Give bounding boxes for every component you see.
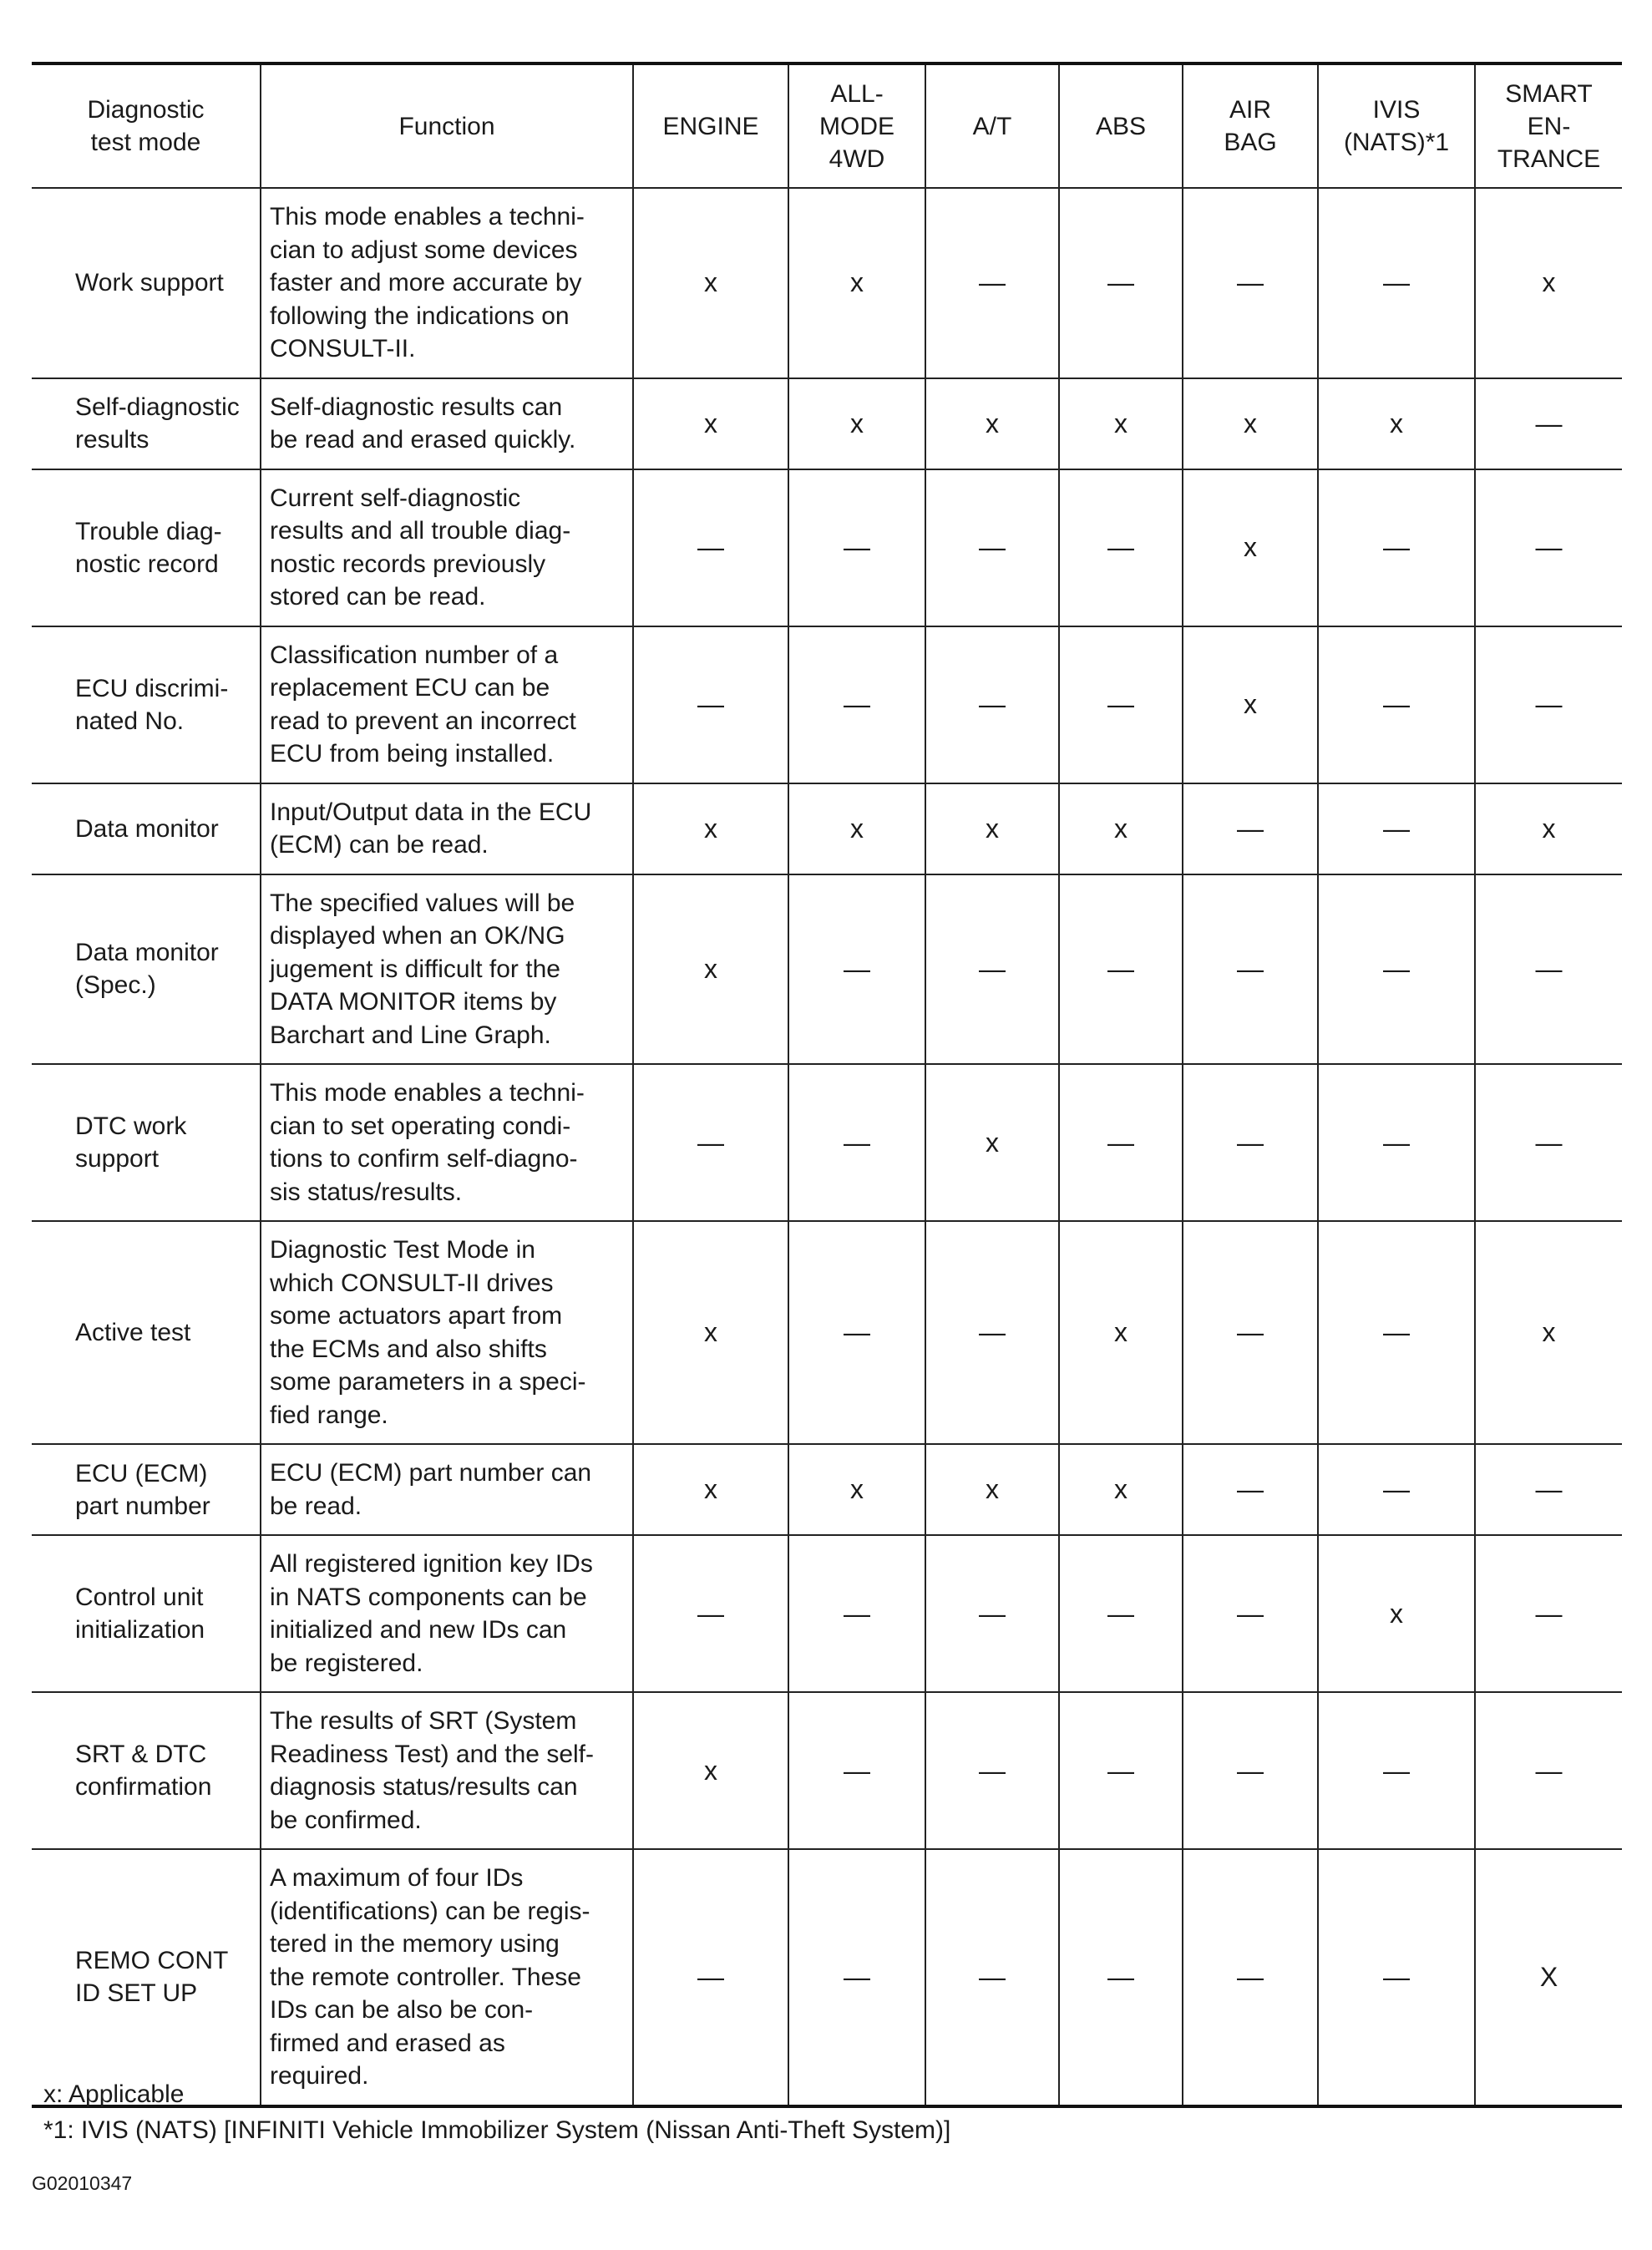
- applicability-mark: —: [1475, 1535, 1622, 1692]
- table-row: [32, 1064, 1622, 1221]
- table-row: [32, 1444, 1622, 1535]
- applicability-mark: —: [788, 874, 925, 1065]
- applicability-mark: x: [788, 188, 925, 378]
- header-diagnostic-test-mode: Diagnostic test mode: [32, 63, 261, 188]
- header-all-mode-4wd: ALL- MODE 4WD: [788, 63, 925, 188]
- legend-applicable: x: Applicable: [43, 2080, 185, 2108]
- row-function-description: This mode enables a techni- cian to set operating condi- tions to confirm self-diagno- sis status/results.: [261, 1064, 633, 1221]
- applicability-mark: —: [1059, 188, 1183, 378]
- row-mode-label: ECU (ECM) part number: [32, 1444, 261, 1535]
- applicability-mark: x: [1183, 378, 1318, 469]
- row-function-description: Classification number of a replacement ECU can be read to prevent an incorrect ECU from being installed.: [261, 626, 633, 783]
- applicability-mark: x: [925, 378, 1059, 469]
- applicability-mark: —: [1318, 626, 1475, 783]
- row-mode-label: Work support: [32, 188, 261, 378]
- header-air-bag: AIR BAG: [1183, 63, 1318, 188]
- applicability-mark: x: [633, 1692, 788, 1849]
- applicability-mark: —: [925, 469, 1059, 626]
- applicability-mark: x: [788, 1444, 925, 1535]
- applicability-mark: —: [1475, 469, 1622, 626]
- applicability-mark: —: [788, 1535, 925, 1692]
- applicability-mark: —: [1318, 874, 1475, 1065]
- row-mode-label: SRT & DTC confirmation: [32, 1692, 261, 1849]
- row-mode-label: Self-diagnostic results: [32, 378, 261, 469]
- row-function-description: Current self-diagnostic results and all trouble diag- nostic records previously stored can be read.: [261, 469, 633, 626]
- applicability-mark: x: [1059, 378, 1183, 469]
- row-function-description: The results of SRT (System Readiness Test) and the self- diagnosis status/results can be confirmed.: [261, 1692, 633, 1849]
- applicability-mark: —: [1475, 1692, 1622, 1849]
- applicability-mark: x: [633, 1444, 788, 1535]
- applicability-mark: —: [1183, 1221, 1318, 1444]
- footnote-ivis-nats: *1: IVIS (NATS) [INFINITI Vehicle Immobilizer System (Nissan Anti-Theft System)]: [43, 2116, 951, 2144]
- applicability-mark: —: [788, 1064, 925, 1221]
- header-engine: ENGINE: [633, 63, 788, 188]
- applicability-mark: —: [925, 626, 1059, 783]
- applicability-mark: —: [1059, 874, 1183, 1065]
- table-row: [32, 626, 1622, 783]
- table-row: [32, 378, 1622, 469]
- applicability-mark: —: [788, 1221, 925, 1444]
- header-row: [32, 63, 1622, 188]
- applicability-mark: —: [1183, 188, 1318, 378]
- row-mode-label: Data monitor: [32, 783, 261, 874]
- applicability-mark: —: [925, 1692, 1059, 1849]
- row-function-description: A maximum of four IDs (identifications) can be regis- tered in the memory using the remote controller. These IDs can be also be con- firmed and erased as required.: [261, 1849, 633, 2106]
- row-mode-label: Active test: [32, 1221, 261, 1444]
- applicability-mark: —: [788, 1849, 925, 2106]
- table-row: [32, 188, 1622, 378]
- applicability-mark: x: [1475, 1221, 1622, 1444]
- applicability-mark: —: [1059, 469, 1183, 626]
- row-mode-label: ECU discrimi- nated No.: [32, 626, 261, 783]
- applicability-mark: —: [633, 626, 788, 783]
- applicability-mark: x: [1475, 783, 1622, 874]
- applicability-mark: x: [925, 1444, 1059, 1535]
- applicability-mark: —: [925, 1221, 1059, 1444]
- applicability-mark: x: [633, 1221, 788, 1444]
- applicability-mark: x: [1318, 1535, 1475, 1692]
- applicability-mark: x: [925, 783, 1059, 874]
- table-row: [32, 1692, 1622, 1849]
- applicability-mark: —: [788, 469, 925, 626]
- applicability-mark: —: [1059, 1692, 1183, 1849]
- applicability-mark: —: [1183, 783, 1318, 874]
- table-row: [32, 874, 1622, 1065]
- row-mode-label: Control unit initialization: [32, 1535, 261, 1692]
- table-row: [32, 1221, 1622, 1444]
- applicability-mark: x: [633, 188, 788, 378]
- applicability-mark: —: [1183, 1064, 1318, 1221]
- applicability-mark: —: [1475, 1444, 1622, 1535]
- applicability-mark: —: [1183, 1444, 1318, 1535]
- row-mode-label: Trouble diag- nostic record: [32, 469, 261, 626]
- applicability-mark: —: [1318, 1692, 1475, 1849]
- header-at: A/T: [925, 63, 1059, 188]
- applicability-mark: —: [1475, 1064, 1622, 1221]
- row-function-description: All registered ignition key IDs in NATS components can be initialized and new IDs can be registered.: [261, 1535, 633, 1692]
- applicability-mark: —: [1318, 1221, 1475, 1444]
- applicability-mark: —: [788, 1692, 925, 1849]
- diagnostic-test-mode-table: [32, 62, 1622, 2108]
- table-row: [32, 783, 1622, 874]
- applicability-mark: x: [1183, 626, 1318, 783]
- applicability-mark: —: [1318, 1444, 1475, 1535]
- table-row: [32, 1535, 1622, 1692]
- header-smart-entrance: SMART EN- TRANCE: [1475, 63, 1622, 188]
- applicability-mark: —: [1318, 469, 1475, 626]
- applicability-mark: x: [1059, 1444, 1183, 1535]
- applicability-mark: x: [633, 783, 788, 874]
- row-mode-label: DTC work support: [32, 1064, 261, 1221]
- applicability-mark: —: [1318, 1064, 1475, 1221]
- applicability-mark: —: [1475, 378, 1622, 469]
- table-row: [32, 1849, 1622, 2106]
- table-row: [32, 469, 1622, 626]
- applicability-mark: —: [925, 1535, 1059, 1692]
- applicability-mark: x: [1059, 783, 1183, 874]
- header-ivis-nats: IVIS (NATS)*1: [1318, 63, 1475, 188]
- applicability-mark: —: [633, 1535, 788, 1692]
- applicability-mark: —: [1183, 1692, 1318, 1849]
- applicability-mark: —: [633, 1849, 788, 2106]
- applicability-mark: —: [1183, 874, 1318, 1065]
- applicability-mark: —: [1059, 626, 1183, 783]
- applicability-mark: —: [1059, 1535, 1183, 1692]
- applicability-mark: x: [1059, 1221, 1183, 1444]
- table-body: [32, 188, 1622, 2106]
- row-function-description: ECU (ECM) part number can be read.: [261, 1444, 633, 1535]
- applicability-mark: x: [788, 378, 925, 469]
- row-mode-label: REMO CONT ID SET UP: [32, 1849, 261, 2106]
- applicability-mark: —: [1318, 783, 1475, 874]
- applicability-mark: —: [1059, 1064, 1183, 1221]
- applicability-mark: —: [1475, 874, 1622, 1065]
- applicability-mark: —: [1183, 1849, 1318, 2106]
- applicability-mark: x: [633, 378, 788, 469]
- applicability-mark: —: [925, 874, 1059, 1065]
- applicability-mark: X: [1475, 1849, 1622, 2106]
- table-header: [32, 63, 1622, 188]
- row-function-description: Self-diagnostic results can be read and erased quickly.: [261, 378, 633, 469]
- row-function-description: Diagnostic Test Mode in which CONSULT-II drives some actuators apart from the ECMs and also shifts some parameters in a speci- fied range.: [261, 1221, 633, 1444]
- row-function-description: The specified values will be displayed when an OK/NG jugement is difficult for the DATA MONITOR items by Barchart and Line Graph.: [261, 874, 633, 1065]
- applicability-mark: x: [925, 1064, 1059, 1221]
- applicability-mark: —: [1475, 626, 1622, 783]
- applicability-mark: x: [1183, 469, 1318, 626]
- row-function-description: Input/Output data in the ECU (ECM) can be read.: [261, 783, 633, 874]
- header-abs: ABS: [1059, 63, 1183, 188]
- header-function: Function: [261, 63, 633, 188]
- applicability-mark: x: [633, 874, 788, 1065]
- applicability-mark: —: [1318, 1849, 1475, 2106]
- row-function-description: This mode enables a techni- cian to adjust some devices faster and more accurate by following the indications on CONSULT-II.: [261, 188, 633, 378]
- applicability-mark: —: [1183, 1535, 1318, 1692]
- applicability-mark: x: [788, 783, 925, 874]
- applicability-mark: —: [925, 1849, 1059, 2106]
- row-mode-label: Data monitor (Spec.): [32, 874, 261, 1065]
- applicability-mark: x: [1475, 188, 1622, 378]
- figure-code: G02010347: [32, 2172, 133, 2194]
- applicability-mark: —: [633, 469, 788, 626]
- applicability-mark: —: [1059, 1849, 1183, 2106]
- applicability-mark: —: [925, 188, 1059, 378]
- applicability-mark: —: [1318, 188, 1475, 378]
- applicability-mark: —: [633, 1064, 788, 1221]
- applicability-mark: x: [1318, 378, 1475, 469]
- applicability-mark: —: [788, 626, 925, 783]
